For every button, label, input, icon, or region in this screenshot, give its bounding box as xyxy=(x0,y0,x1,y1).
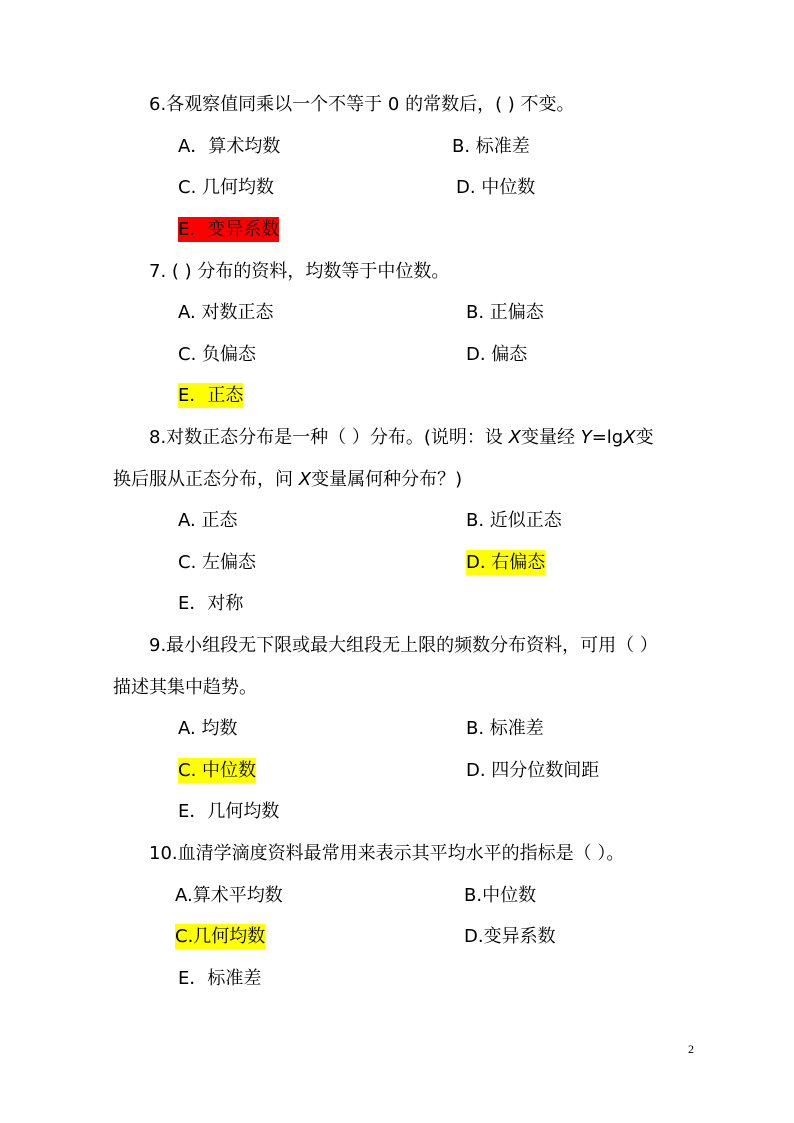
stem-text: 变量属何种分布？) xyxy=(311,469,463,490)
question-7-option-b: B. 正偏态 xyxy=(466,302,544,323)
question-10-option-a: A.算术平均数 xyxy=(175,885,283,906)
question-7-option-d: D. 偏态 xyxy=(466,344,528,365)
question-9-option-d: D. 四分位数间距 xyxy=(466,760,600,781)
question-10-option-c-answer xyxy=(175,924,265,950)
answer-highlight: E．正态 xyxy=(178,385,244,406)
question-6-option-d: D. 中位数 xyxy=(456,177,536,198)
question-9-option-e: E．几何均数 xyxy=(178,801,280,822)
question-7-option-c: C. 负偏态 xyxy=(178,344,257,365)
question-6-option-e-answer xyxy=(178,217,279,243)
stem-text: 换后服从正态分布，问 xyxy=(113,469,299,490)
answer-highlight: D. 右偏态 xyxy=(466,552,546,573)
question-7-stem: 7. ( ) 分布的资料，均数等于中位数。 xyxy=(149,261,450,282)
question-8-option-c: C. 左偏态 xyxy=(178,552,257,573)
question-9-option-c-answer xyxy=(178,758,256,784)
question-8-option-a: A. 正态 xyxy=(178,510,238,531)
answer-highlight: C.几何均数 xyxy=(175,926,266,947)
stem-text: 变量经 xyxy=(520,427,581,448)
question-6-option-c: C. 几何均数 xyxy=(178,177,275,198)
question-9-option-a: A. 均数 xyxy=(178,718,238,739)
stem-text: =lg xyxy=(591,427,624,448)
variable-x: X xyxy=(623,427,636,448)
variable-x: X xyxy=(298,469,312,490)
question-10-option-b: B.中位数 xyxy=(464,885,537,906)
variable-x: X xyxy=(508,427,521,448)
question-8-option-d-answer xyxy=(466,550,545,576)
question-8-stem-line-1 xyxy=(149,425,654,451)
question-8-option-e: E．对称 xyxy=(178,593,244,614)
question-10-option-e: E．标准差 xyxy=(178,968,262,989)
question-7-option-e-answer xyxy=(178,383,243,409)
stem-text: 变 xyxy=(635,427,654,448)
question-6-option-b: B. 标准差 xyxy=(452,136,530,157)
question-8-option-b: B. 近似正态 xyxy=(466,510,562,531)
answer-highlight: C. 中位数 xyxy=(178,760,257,781)
question-8-stem-line-2 xyxy=(113,467,462,493)
question-9-option-b: B. 标准差 xyxy=(466,718,544,739)
question-9-stem-line-1: 9.最小组段无下限或最大组段无上限的频数分布资料，可用（ ） xyxy=(149,635,658,656)
question-10-option-d: D.变异系数 xyxy=(464,926,556,947)
question-9-stem-line-2: 描述其集中趋势。 xyxy=(113,677,257,698)
stem-text: 8.对数正态分布是一种（ ）分布。(说明：设 xyxy=(149,427,509,448)
question-10-stem: 10.血清学滴度资料最常用来表示其平均水平的指标是（ ）。 xyxy=(149,843,625,864)
question-6-option-a: A．算术均数 xyxy=(178,136,281,157)
page-number: 2 xyxy=(688,1042,694,1056)
answer-highlight: E．变异系数 xyxy=(178,219,280,240)
question-7-option-a: A. 对数正态 xyxy=(178,302,274,323)
question-6-stem: 6.各观察值同乘以一个不等于 0 的常数后，( ) 不变。 xyxy=(149,94,575,115)
variable-y: Y xyxy=(580,427,592,448)
